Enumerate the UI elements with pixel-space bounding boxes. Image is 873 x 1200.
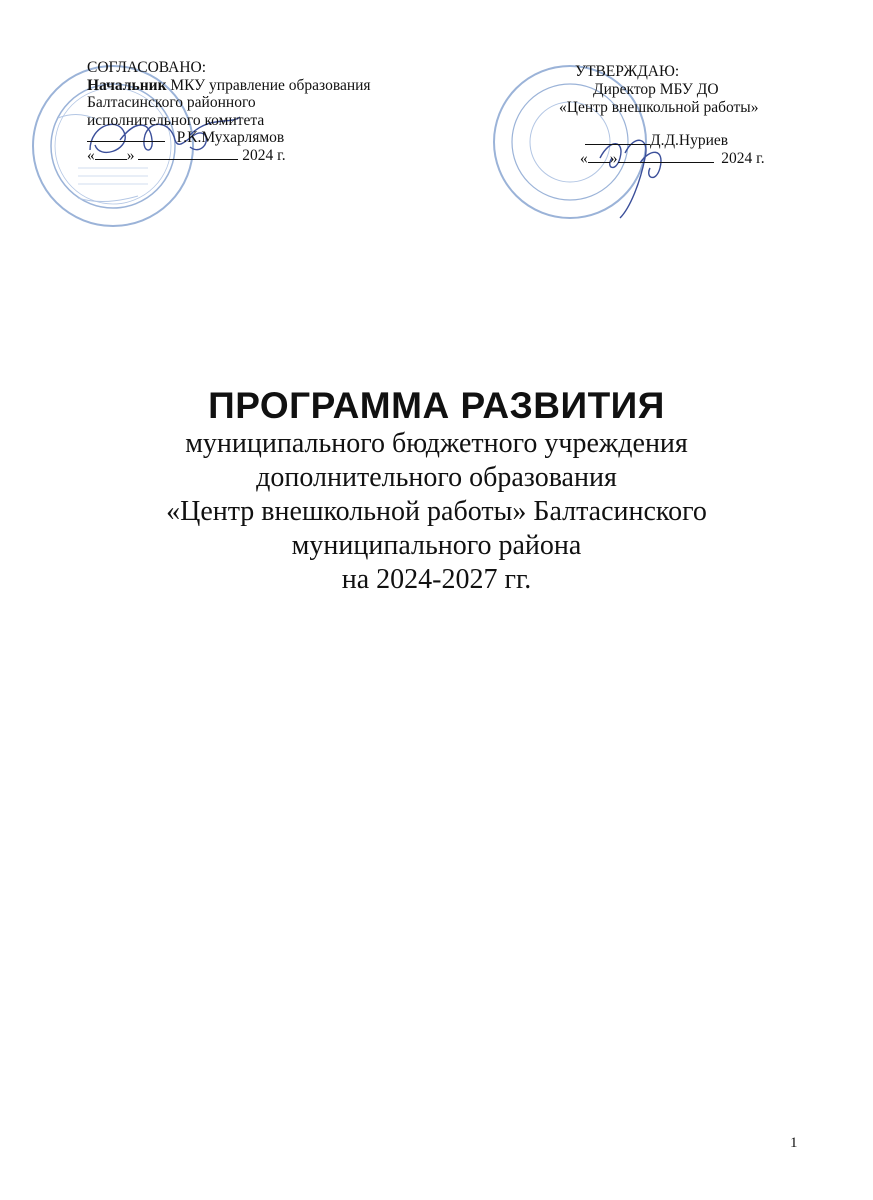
page-number: 1 bbox=[790, 1135, 798, 1151]
approval-position: Директор МБУ ДО bbox=[593, 81, 719, 98]
approval-date-line bbox=[87, 147, 417, 165]
approval-block-agreed bbox=[87, 59, 417, 164]
approval-signatory: Д.Д.Нуриев bbox=[650, 132, 729, 149]
month-blank bbox=[618, 150, 714, 163]
day-blank bbox=[95, 147, 127, 160]
signature-blank bbox=[585, 132, 650, 145]
subtitle-line: муниципального района bbox=[291, 530, 582, 561]
subtitle-line: на 2024-2027 гг. bbox=[341, 564, 532, 595]
subtitle-line: дополнительного образования bbox=[256, 462, 617, 493]
subtitle-line: муниципального бюджетного учреждения bbox=[185, 428, 688, 459]
date-open-quote: « bbox=[580, 150, 588, 167]
month-blank bbox=[138, 147, 238, 160]
document-title: ПРОГРАММА РАЗВИТИЯ bbox=[208, 385, 665, 426]
signature-blank bbox=[87, 129, 165, 142]
date-open-quote: « bbox=[87, 146, 95, 164]
position-rest: МКУ управление образования bbox=[166, 76, 371, 94]
position-bold: Начальник bbox=[87, 76, 167, 94]
approval-org-line: исполнительного комитета bbox=[87, 111, 265, 129]
approval-block-approved bbox=[555, 63, 800, 168]
day-blank bbox=[588, 150, 610, 163]
approval-heading: СОГЛАСОВАНО: bbox=[87, 59, 207, 76]
approval-heading: УТВЕРЖДАЮ: bbox=[575, 63, 680, 80]
approval-position bbox=[87, 77, 417, 95]
approval-signatory: Р.К.Мухарлямов bbox=[176, 129, 285, 146]
approval-year: 2024 г. bbox=[721, 150, 765, 167]
approval-signature-line bbox=[555, 132, 800, 150]
date-close-quote: » bbox=[126, 146, 135, 164]
date-close-quote: » bbox=[609, 150, 618, 167]
subtitle-line: «Центр внешкольной работы» Балтасинского bbox=[166, 496, 707, 527]
approval-org: «Центр внешкольной работы» bbox=[559, 99, 759, 116]
approval-year: 2024 г. bbox=[242, 146, 286, 164]
approval-date-line bbox=[555, 150, 800, 168]
document-title-block bbox=[0, 385, 873, 597]
approval-org-line: Балтасинского районного bbox=[87, 94, 256, 111]
approval-signature-line bbox=[87, 129, 417, 147]
